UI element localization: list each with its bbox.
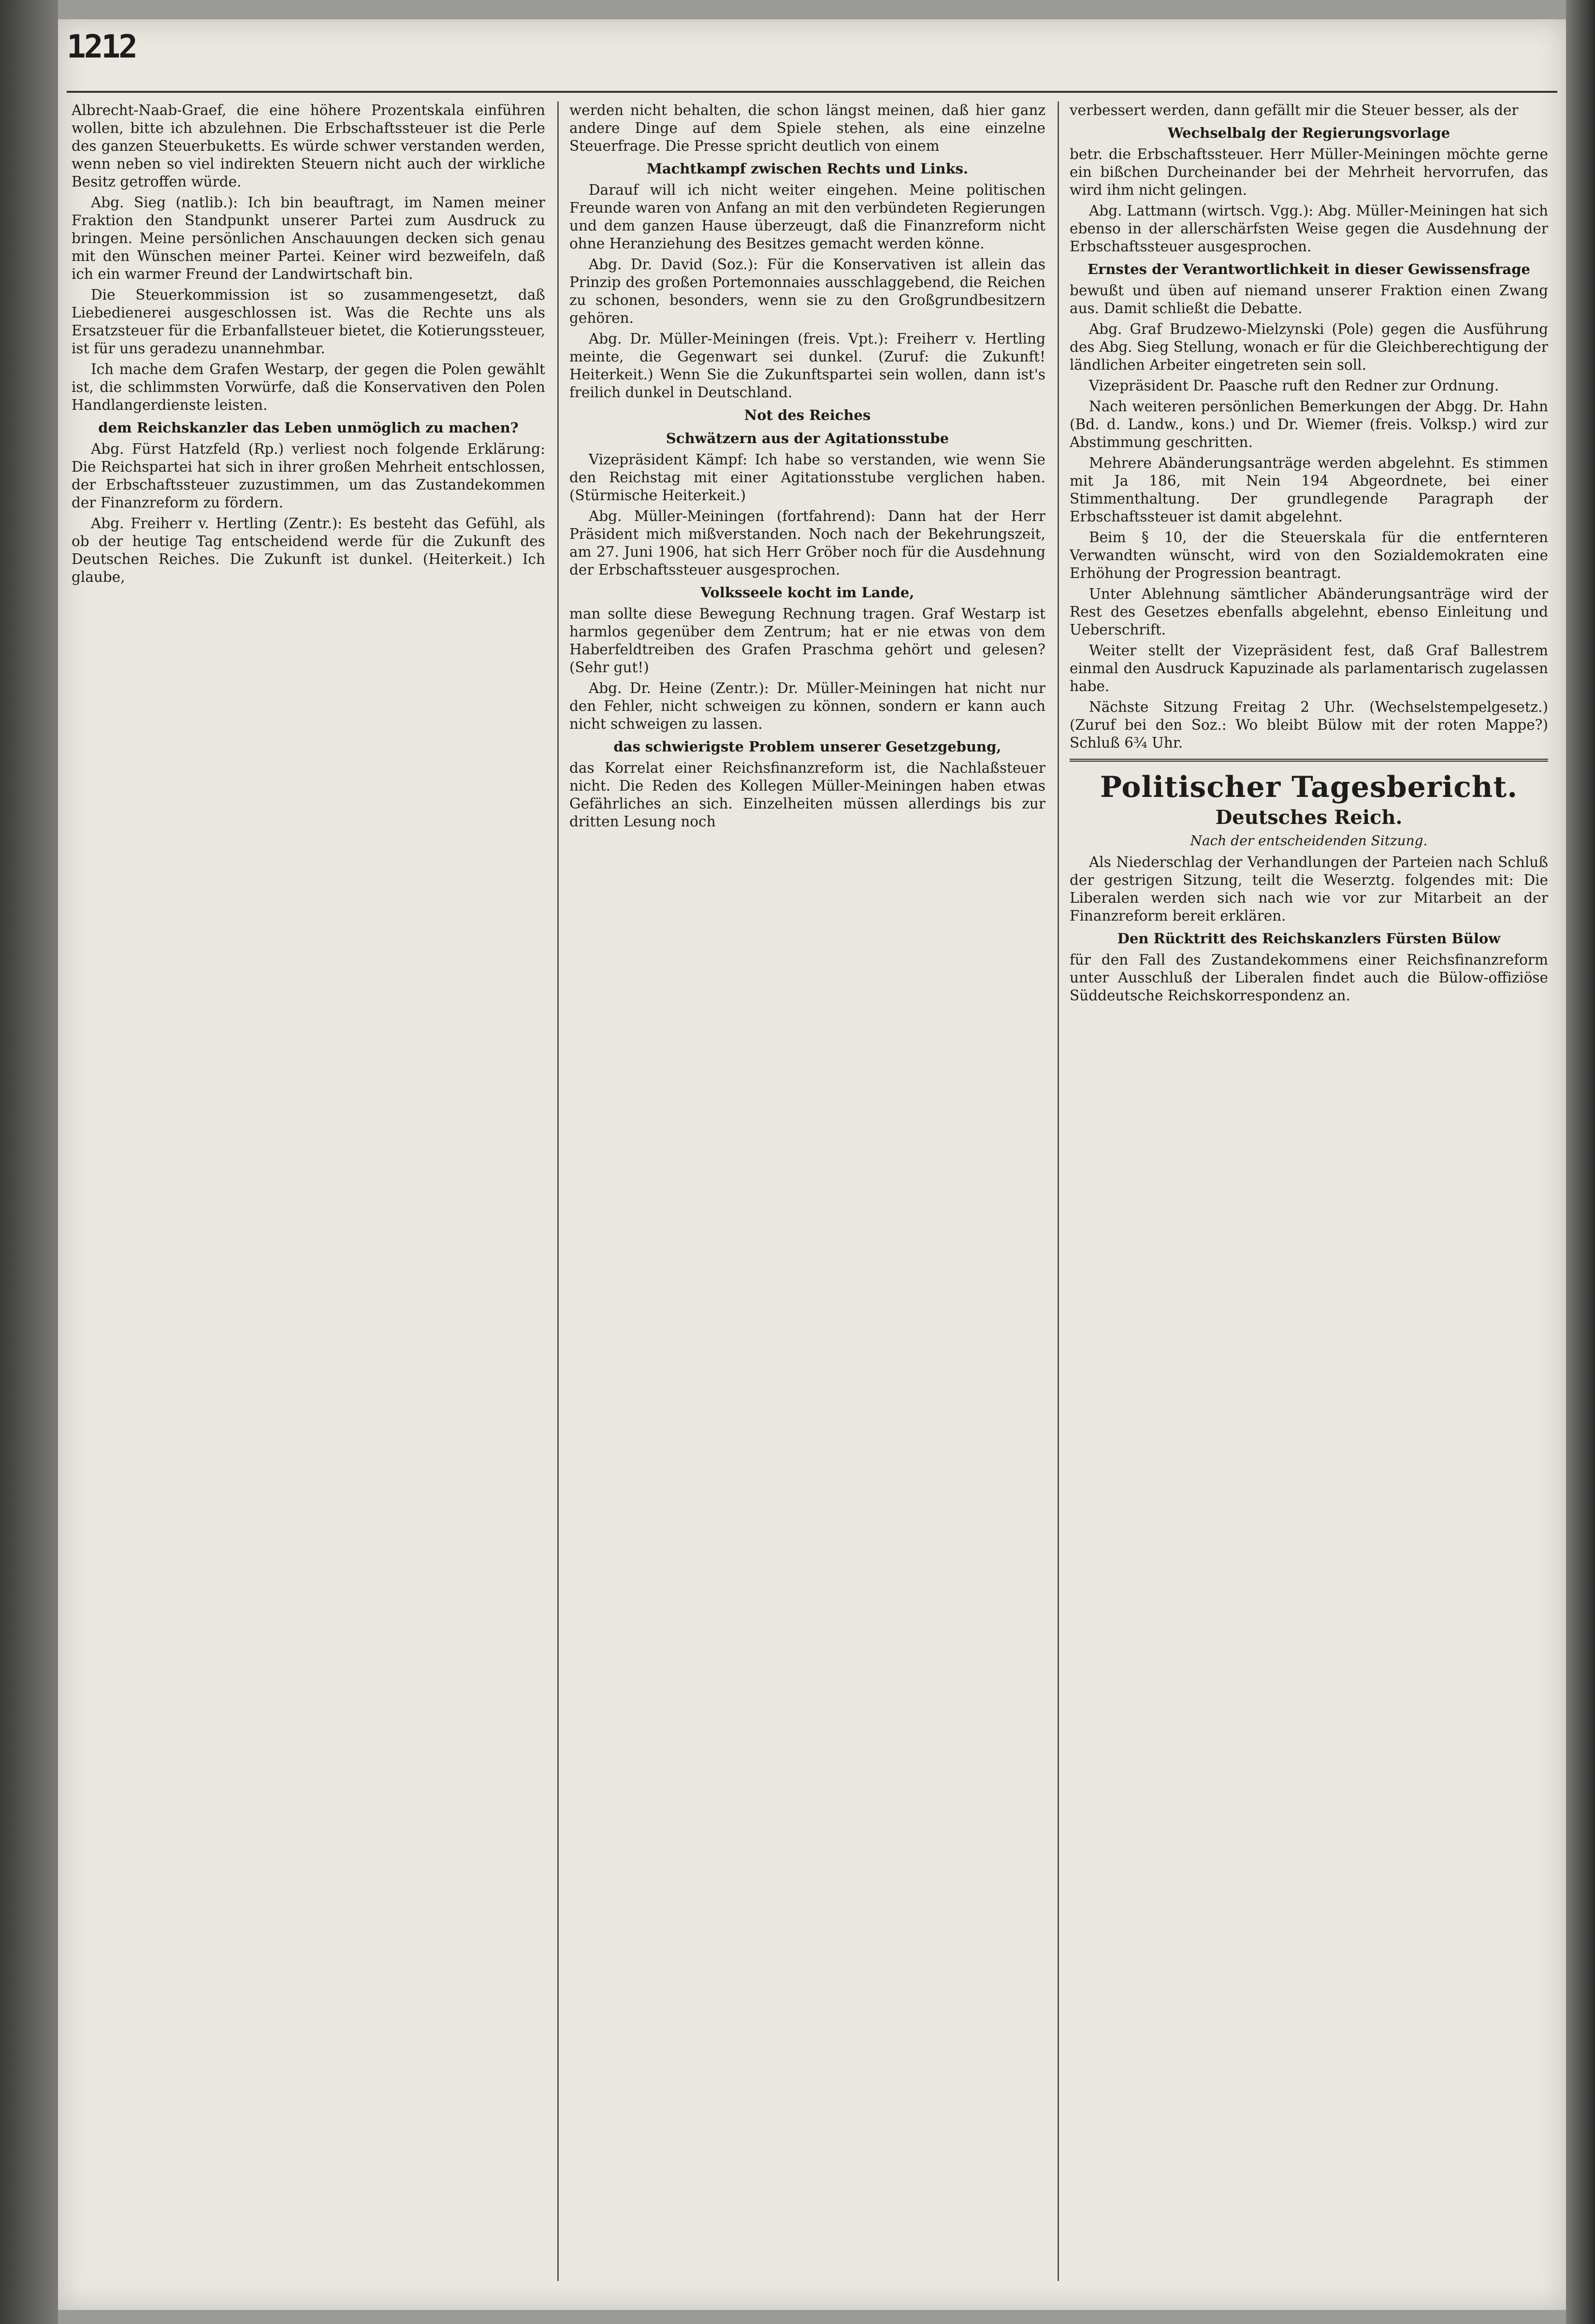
paragraph: Nächste Sitzung Freitag 2 Uhr. (Wechselstempelgesetz.) (Zuruf bei den Soz.: Wo bleibt Bülow mit der roten Mappe?) Schluß 6¾ Uhr. (1070, 699, 1548, 751)
paragraph: verbessert werden, dann gefällt mir die Steuer besser, als der (1070, 102, 1519, 118)
section-heading: das schwierigste Problem unserer Gesetzgebung, (613, 738, 1001, 755)
section-heading: Ernstes der Verantwortlichkeit in dieser Gewissensfrage (1088, 261, 1530, 277)
section-heading: Machtkampf zwischen Rechts und Links. (646, 160, 969, 177)
paragraph: Abg. Lattmann (wirtsch. Vgg.): Abg. Müller-Meiningen hat sich ebenso in der allerschärfsten Weise gegen die Ausdehnung der Erbschaftssteuer ausgesprochen. (1070, 202, 1548, 255)
paragraph: für den Fall des Zustandekommens einer Reichsfinanzreform unter Ausschluß der Liberalen findet auch die Bülow-offiziöse Süddeutsche Reichskorrespondenz an. (1070, 952, 1548, 1004)
column-3 (1070, 101, 1548, 2281)
paragraph: Vizepräsident Dr. Paasche ruft den Redner zur Ordnung. (1089, 377, 1499, 394)
paragraph: Ich mache dem Grafen Westarp, der gegen die Polen gewählt ist, die schlimmsten Vorwürfe, daß die Konservativen den Polen Handlangerdienste leisten. (72, 361, 545, 413)
section-heading: Schwätzern aus der Agitationsstube (666, 430, 949, 447)
column-separator (557, 101, 559, 2281)
paragraph: Unter Ablehnung sämtlicher Abänderungsanträge wird der Rest des Gesetzes ebenfalls abgelehnt, ebenso Einleitung und Ueberschrift. (1070, 586, 1548, 638)
article-heading: Nach der entscheidenden Sitzung. (1190, 833, 1428, 849)
page-number: 1212 (67, 28, 136, 65)
paragraph: Beim § 10, der die Steuerskala für die entfernteren Verwandten wünscht, wird von den Sozialdemokraten eine Erhöhung der Progression beantragt. (1070, 529, 1548, 581)
paragraph: Abg. Dr. Müller-Meiningen (freis. Vpt.): Freiherr v. Hertling meinte, die Gegenwart sei dunkel. (Zuruf: die Zukunft! Heiterkeit.) Wenn Sie die Zukunftspartei sein wollen, dann ist's freilich dunkel in Deutschland. (569, 331, 1045, 401)
paragraph: Abg. Graf Brudzewo-Mielzynski (Pole) gegen die Ausführung des Abg. Sieg Stellung, wonach er für die Gleichberechtigung der ländlichen Arbeiter eingetreten sein soll. (1070, 321, 1548, 373)
paragraph: Die Steuerkommission ist so zusammengesetzt, daß Liebedienerei ausgeschlossen ist. Was die Rechte uns als Ersatzsteuer für die Erbanfallsteuer bietet, die Kotierungssteuer, ist für uns geradezu unannehmbar. (72, 287, 545, 357)
paragraph: Abg. Dr. David (Soz.): Für die Konservativen ist allein das Prinzip des großen Portemonnaies ausschlaggebend, die Reichen zu schonen, besonders, wenn sie zu den Großgrundbesitzern gehören. (569, 256, 1045, 326)
paragraph: Mehrere Abänderungsanträge werden abgelehnt. Es stimmen mit Ja 186, mit Nein 194 Abgeordnete, bei einer Stimmenthaltung. Der grundlegende Paragraph der Erbschaftssteuer ist damit abgelehnt. (1070, 455, 1548, 525)
paragraph: Als Niederschlag der Verhandlungen der Parteien nach Schluß der gestrigen Sitzung, teilt die Weserztg. folgendes mit: Die Liberalen werden sich nach wie vor zur Mitarbeit an der Finanzreform bereit erklären. (1070, 854, 1548, 924)
column-2 (569, 101, 1045, 2281)
section-heading: Not des Reiches (744, 407, 871, 423)
newspaper-page (58, 19, 1566, 2310)
section-divider (1070, 759, 1548, 762)
section-heading: Volksseele kocht im Lande, (700, 584, 914, 601)
section-title: Politischer Tagesbericht. (1100, 770, 1518, 804)
paragraph: Vizepräsident Kämpf: Ich habe so verstanden, wie wenn Sie den Reichstag mit einer Agitationsstube verglichen haben. (Stürmische Heiterkeit.) (569, 451, 1045, 504)
section-heading: Wechselbalg der Regierungsvorlage (1167, 125, 1450, 141)
paragraph: Albrecht-Naab-Graef, die eine höhere Prozentskala einführen wollen, bitte ich abzulehnen. Die Erbschaftssteuer ist die Perle des ganzen Steuerbuketts. Es würde schwer verstanden werden, wenn neben so viel indirekten Steuern nicht auch der wirkliche Besitz getroffen würde. (72, 102, 545, 190)
paragraph: Abg. Müller-Meiningen (fortfahrend): Dann hat der Herr Präsident mich mißverstanden. Noch nach der Bekehrungszeit, am 27. Juni 1906, hat sich Herr Gröber noch für die Ausdehnung der Erbschaftssteuer ausgesprochen. (569, 508, 1045, 578)
paragraph: man sollte diese Bewegung Rechnung tragen. Graf Westarp ist harmlos gegenüber dem Zentrum; hat er nie etwas von dem Haberfeldtreiben des Grafen Praschma gehört und gelesen? (Sehr gut!) (569, 606, 1045, 676)
section-subtitle: Deutsches Reich. (1215, 806, 1403, 829)
column-separator (1058, 101, 1059, 2281)
paragraph: bewußt und üben auf niemand unserer Fraktion einen Zwang aus. Damit schließt die Debatte. (1070, 282, 1548, 317)
paragraph: Nach weiteren persönlichen Bemerkungen der Abgg. Dr. Hahn (Bd. d. Landw., kons.) und Dr. Wiemer (freis. Volksp.) wird zur Abstimmung geschritten. (1070, 398, 1548, 450)
scan-edge-right (1566, 0, 1595, 2324)
paragraph: das Korrelat einer Reichsfinanzreform ist, die Nachlaßsteuer nicht. Die Reden des Kollegen Müller-Meiningen haben etwas Gefährliches an sich. Einzelheiten müssen allerdings bis zur dritten Lesung noch (569, 760, 1045, 830)
column-1 (72, 101, 545, 2281)
paragraph: Abg. Dr. Heine (Zentr.): Dr. Müller-Meiningen hat nicht nur den Fehler, nicht schweigen zu können, sondern er kann auch nicht schweigen zu lassen. (569, 680, 1045, 732)
paragraph: Darauf will ich nicht weiter eingehen. Meine politischen Freunde waren von Anfang an mit den verbündeten Regierungen und dem ganzen Hause überzeugt, daß die Finanzreform nicht ohne Heranziehung des Besitzes gemacht werden könne. (569, 182, 1045, 252)
section-heading: Den Rücktritt des Reichskanzlers Fürsten Bülow (1117, 930, 1501, 947)
paragraph: Abg. Sieg (natlib.): Ich bin beauftragt, im Namen meiner Fraktion den Standpunkt unserer Partei zum Ausdruck zu bringen. Meine persönlichen Anschauungen decken sich genau mit den Wünschen meiner Partei. Keiner wird bezweifeln, daß ich ein warmer Freund der Landwirtschaft bin. (72, 194, 545, 282)
paragraph: betr. die Erbschaftssteuer. Herr Müller-Meiningen möchte gerne ein bißchen Durcheinander bei der Mehrheit hervorrufen, das wird ihm nicht gelingen. (1070, 146, 1548, 198)
book-binding-edge (0, 0, 58, 2324)
paragraph: Weiter stellt der Vizepräsident fest, daß Graf Ballestrem einmal den Ausdruck Kapuzinade als parlamentarisch zugelassen habe. (1070, 642, 1548, 694)
header-rule (67, 91, 1557, 93)
paragraph: werden nicht behalten, die schon längst meinen, daß hier ganz andere Dinge auf dem Spiele stehen, als eine einzelne Steuerfrage. Die Presse spricht deutlich von einem (569, 102, 1045, 154)
paragraph: Abg. Freiherr v. Hertling (Zentr.): Es besteht das Gefühl, als ob der heutige Tag entscheidend werde für die Zukunft des Deutschen Reiches. Die Zukunft ist dunkel. (Heiterkeit.) Ich glaube, (72, 515, 545, 585)
paragraph: Abg. Fürst Hatzfeld (Rp.) verliest noch folgende Erklärung: Die Reichspartei hat sich in ihrer großen Mehrheit entschlossen, der Erbschaftssteuer zuzustimmen, um das Zustandekommen der Finanzreform zu fördern. (72, 441, 545, 511)
section-heading: dem Reichskanzler das Leben unmöglich zu machen? (98, 419, 519, 436)
